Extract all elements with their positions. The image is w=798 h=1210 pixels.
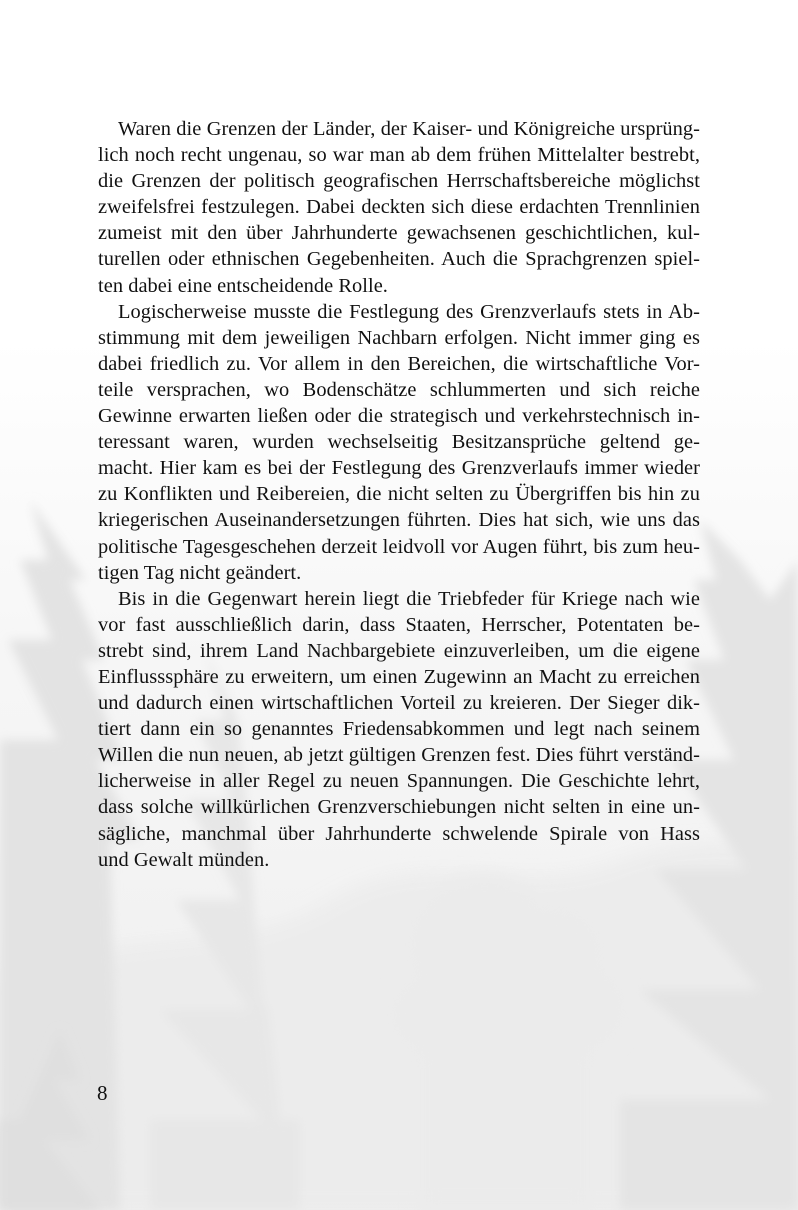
text-line: teile versprachen, wo Bodenschätze schlummerten und sich reiche (98, 378, 700, 401)
text-line: ten dabei eine entscheidende Rolle. (98, 274, 388, 297)
text-line: Logischerweise musste die Festlegung des Grenzverlaufs stets in Ab- (118, 300, 700, 323)
text-line: Willen die nun neuen, ab jetzt gültigen Grenzen fest. Dies führt verständ- (98, 744, 700, 767)
text-line: dass solche willkürlichen Grenzverschiebungen nicht selten in eine un- (98, 796, 700, 819)
text-line: tigen Tag nicht geändert. (98, 561, 302, 584)
text-line: tiert dann ein so genanntes Friedensabkommen und legt nach seinem (98, 718, 700, 741)
text-line: turellen oder ethnischen Gegebenheiten. Auch die Sprachgrenzen spiel- (98, 248, 700, 271)
text-line: stimmung mit dem jeweiligen Nachbarn erfolgen. Nicht immer ging es (98, 326, 700, 349)
text-line: licherweise in aller Regel zu neuen Spannungen. Die Geschichte lehrt, (98, 770, 700, 793)
text-line: macht. Hier kam es bei der Festlegung des Grenzverlaufs immer wieder (98, 457, 700, 480)
paragraph-1 (98, 116, 700, 299)
text-line: zumeist mit den über Jahrhunderte gewachsenen geschichtlichen, kul- (98, 222, 700, 245)
text-line: vor fast ausschließlich darin, dass Staaten, Herrscher, Potentaten be- (98, 613, 700, 636)
text-line: Bis in die Gegenwart herein liegt die Triebfeder für Kriege nach wie (118, 587, 700, 610)
text-line: sägliche, manchmal über Jahrhunderte schwelende Spirale von Hass (98, 822, 700, 845)
body-text (98, 116, 700, 873)
text-line: zu Konflikten und Reibereien, die nicht selten zu Übergriffen bis hin zu (98, 483, 700, 506)
text-line: politische Tagesgeschehen derzeit leidvoll vor Augen führt, bis zum heu- (98, 535, 700, 558)
text-line: und dadurch einen wirtschaftlichen Vorteil zu kreieren. Der Sieger dik- (98, 692, 700, 715)
text-line: die Grenzen der politisch geografischen Herrschaftsbereiche möglichst (98, 170, 700, 193)
text-line: kriegerischen Auseinandersetzungen führten. Dies hat sich, wie uns das (98, 509, 700, 532)
text-line: teressant waren, wurden wechselseitig Besitzansprüche geltend ge- (98, 431, 700, 454)
text-line: Einflusssphäre zu erweitern, um einen Zugewinn an Macht zu erreichen (98, 665, 700, 688)
text-line: Gewinne erwarten ließen oder die strategisch und verkehrstechnisch in- (98, 405, 700, 428)
page-number: 8 (97, 1081, 108, 1105)
paragraph-2 (98, 299, 700, 586)
text-line: und Gewalt münden. (98, 848, 270, 871)
paragraph-3 (98, 586, 700, 873)
text-line: Waren die Grenzen der Länder, der Kaiser- und Königreiche ursprüng- (118, 118, 700, 140)
text-line: dabei friedlich zu. Vor allem in den Bereichen, die wirtschaftliche Vor- (98, 352, 700, 375)
text-line: strebt sind, ihrem Land Nachbargebiete einzuverleiben, um die eigene (98, 639, 700, 662)
text-line: zweifelsfrei festzulegen. Dabei deckten sich diese erdachten Trennlinien (98, 196, 700, 219)
text-line: lich noch recht ungenau, so war man ab dem frühen Mittelalter bestrebt, (98, 144, 700, 167)
